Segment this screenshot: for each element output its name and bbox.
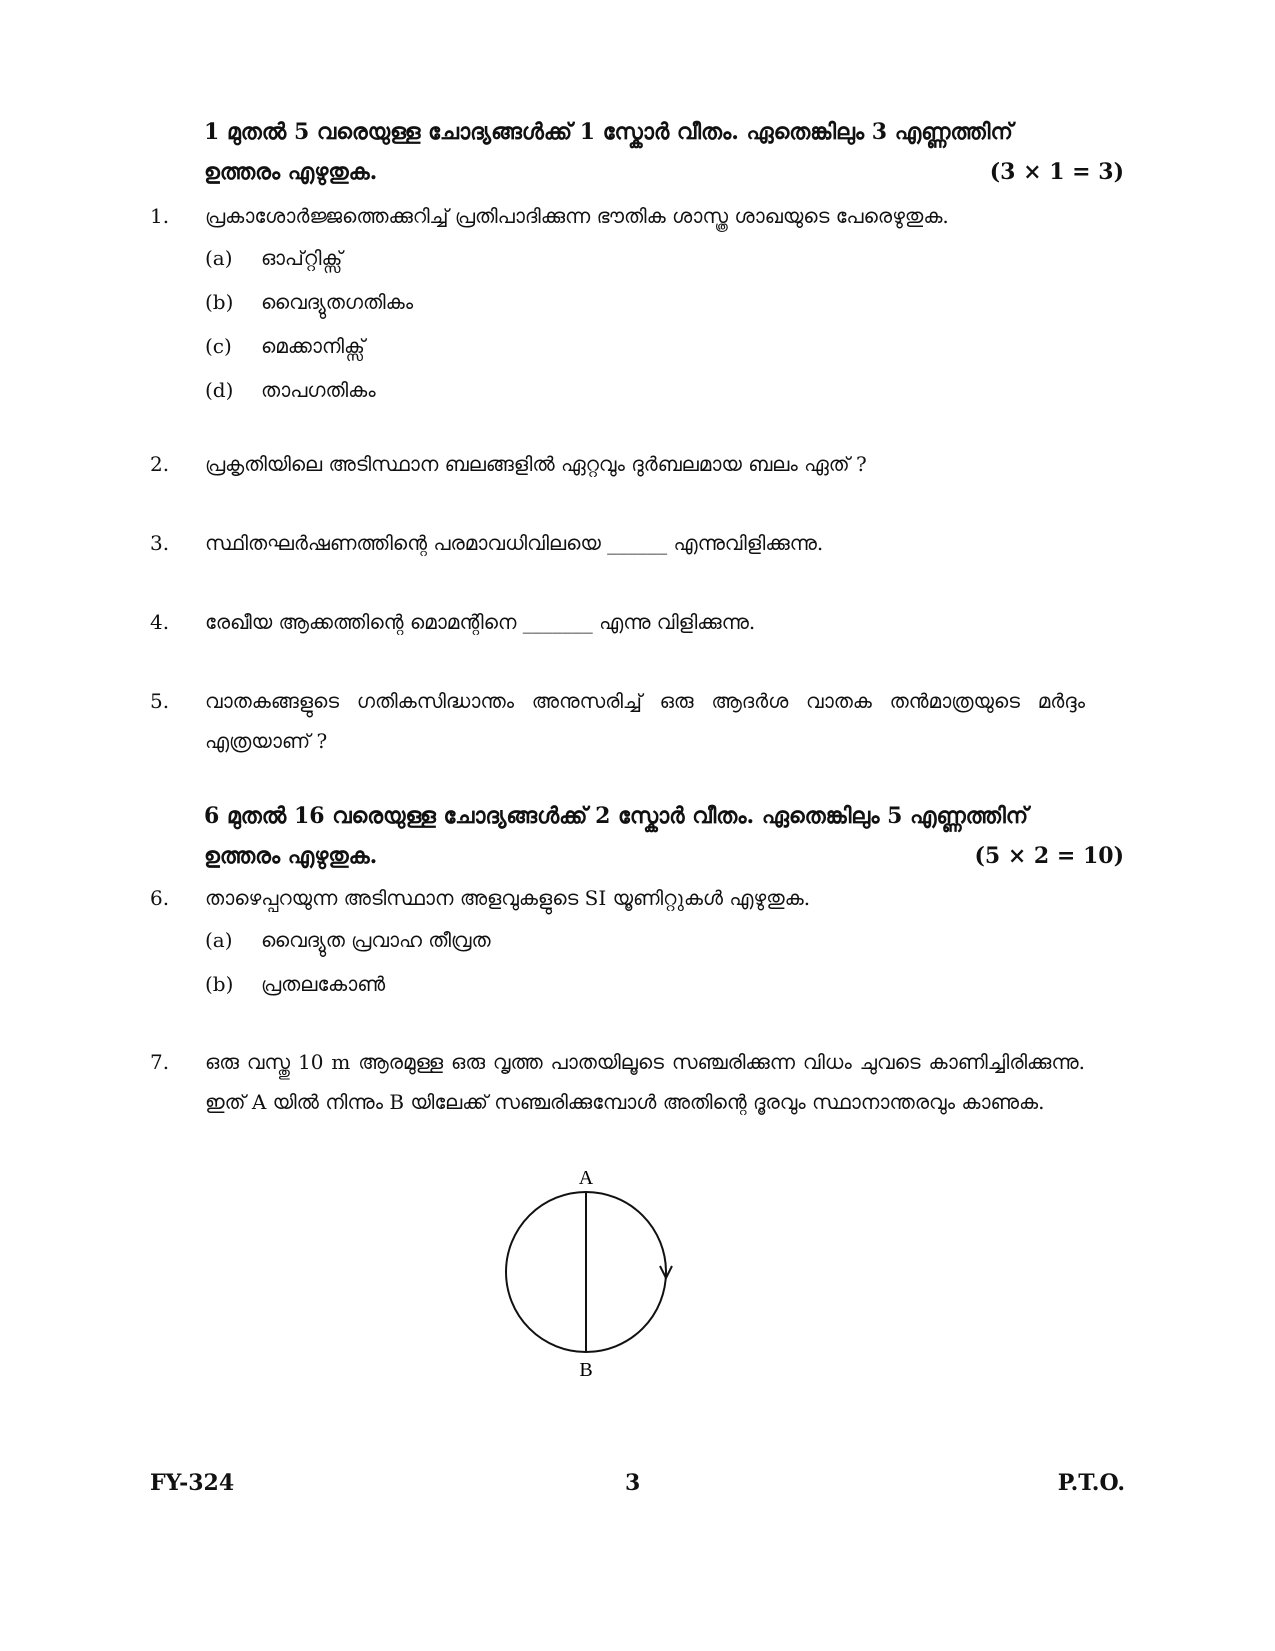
- question-number: 6.: [150, 886, 170, 910]
- section2-instruction-line2: ഉത്തരം എഴുതുക.: [204, 843, 378, 869]
- option-d: [205, 368, 1085, 412]
- section2-instruction-line1: 6 മുതൽ 16 വരെയുള്ള ചോദ്യങ്ങൾക്ക് 2 സ്കോർ വീതം. ഏതെങ്കിലും 5 എണ്ണത്തിന്: [204, 803, 1029, 829]
- question-text: പ്രകൃതിയിലെ അടിസ്ഥാന ബലങ്ങളിൽ ഏറ്റവും ദുർബലമായ ബലം ഏത് ?: [205, 452, 867, 476]
- option-label: (a): [205, 246, 233, 270]
- question-4: [150, 602, 1085, 642]
- question-number: 5.: [150, 689, 170, 713]
- section1-instruction-line2: ഉത്തരം എഴുതുക.: [204, 159, 378, 185]
- section1-marks: (3 × 1 = 3): [989, 159, 1124, 185]
- question-text: പ്രകാശോർജ്ജത്തെക്കുറിച്ച് പ്രതിപാദിക്കുന്ന ഭൗതിക ശാസ്ത്ര ശാഖയുടെ പേരെഴുതുക.: [205, 204, 949, 228]
- question-7: [150, 1042, 1085, 1122]
- option-c: [205, 324, 1085, 368]
- question-2: [150, 444, 1085, 484]
- option-label: (a): [205, 928, 233, 952]
- option-text: വൈദ്യുത പ്രവാഹ തീവ്രത: [261, 928, 491, 952]
- page-number: 3: [625, 1470, 641, 1496]
- question-text: രേഖീയ ആക്കത്തിന്റെ മൊമന്റിനെ _______ എന്നു വിളിക്കുന്നു.: [205, 610, 756, 634]
- question-text: സ്ഥിതഘർഷണത്തിന്റെ പരമാവധിവിലയെ ______ എന്നുവിളിക്കുന്നു.: [205, 531, 824, 555]
- option-text: താപഗതികം: [261, 378, 376, 402]
- question-number: 7.: [150, 1050, 170, 1074]
- option-label: (b): [205, 972, 234, 996]
- option-text: ഓപ്റ്റിക്സ്: [261, 246, 343, 270]
- option-label: (b): [205, 290, 234, 314]
- option-text: വൈദ്യുതഗതികം: [261, 290, 414, 314]
- question-number: 2.: [150, 452, 170, 476]
- option-label: (c): [205, 334, 232, 358]
- circle-path-diagram: [500, 1160, 680, 1390]
- option-a: [205, 236, 1085, 280]
- question-1: [150, 196, 1085, 412]
- section1-instruction-line1: 1 മുതൽ 5 വരെയുള്ള ചോദ്യങ്ങൾക്ക് 1 സ്കോർ വീതം. ഏതെങ്കിലും 3 എണ്ണത്തിന്: [204, 119, 1013, 145]
- option-a: [205, 918, 1085, 962]
- option-b: [205, 962, 1085, 1006]
- point-a-label: A: [578, 1167, 594, 1189]
- question-6: [150, 878, 1085, 1006]
- question-number: 3.: [150, 531, 170, 555]
- question-text: താഴെപ്പറയുന്ന അടിസ്ഥാന അളവുകളുടെ SI യൂണിറ്റുകൾ എഴുതുക.: [205, 886, 811, 910]
- question-text: ഒരു വസ്തു 10 m ആരമുള്ള ഒരു വൃത്ത പാതയിലൂടെ സഞ്ചരിക്കുന്ന വിധം ചുവടെ കാണിച്ചിരിക്കുന്നു. ഇത് A യിൽ നിന്നും B യിലേക്ക് സഞ്ചരിക്കുമ്പോൾ അതിന്റെ ദൂരവും സ്ഥാനാന്തരവും കാണുക.: [205, 1050, 1085, 1114]
- point-b-label: B: [579, 1359, 593, 1381]
- option-text: മെക്കാനിക്സ്: [261, 334, 365, 358]
- question-number: 4.: [150, 610, 170, 634]
- paper-code: FY-324: [150, 1470, 235, 1496]
- option-text: പ്രതലകോൺ: [261, 972, 386, 996]
- option-label: (d): [205, 378, 234, 402]
- section1-instruction: [204, 112, 1124, 192]
- question-number: 1.: [150, 204, 170, 228]
- question-3: [150, 523, 1085, 563]
- section2-marks: (5 × 2 = 10): [974, 843, 1124, 869]
- question-text: വാതകങ്ങളുടെ ഗതികസിദ്ധാന്തം അനുസരിച്ച് ഒരു ആദർശ വാതക തൻമാത്രയുടെ മർദ്ദം എത്രയാണ് ?: [205, 689, 1085, 753]
- please-turn-over: P.T.O.: [1057, 1470, 1125, 1496]
- question-5: [150, 681, 1085, 761]
- option-b: [205, 280, 1085, 324]
- section2-instruction: [204, 796, 1124, 876]
